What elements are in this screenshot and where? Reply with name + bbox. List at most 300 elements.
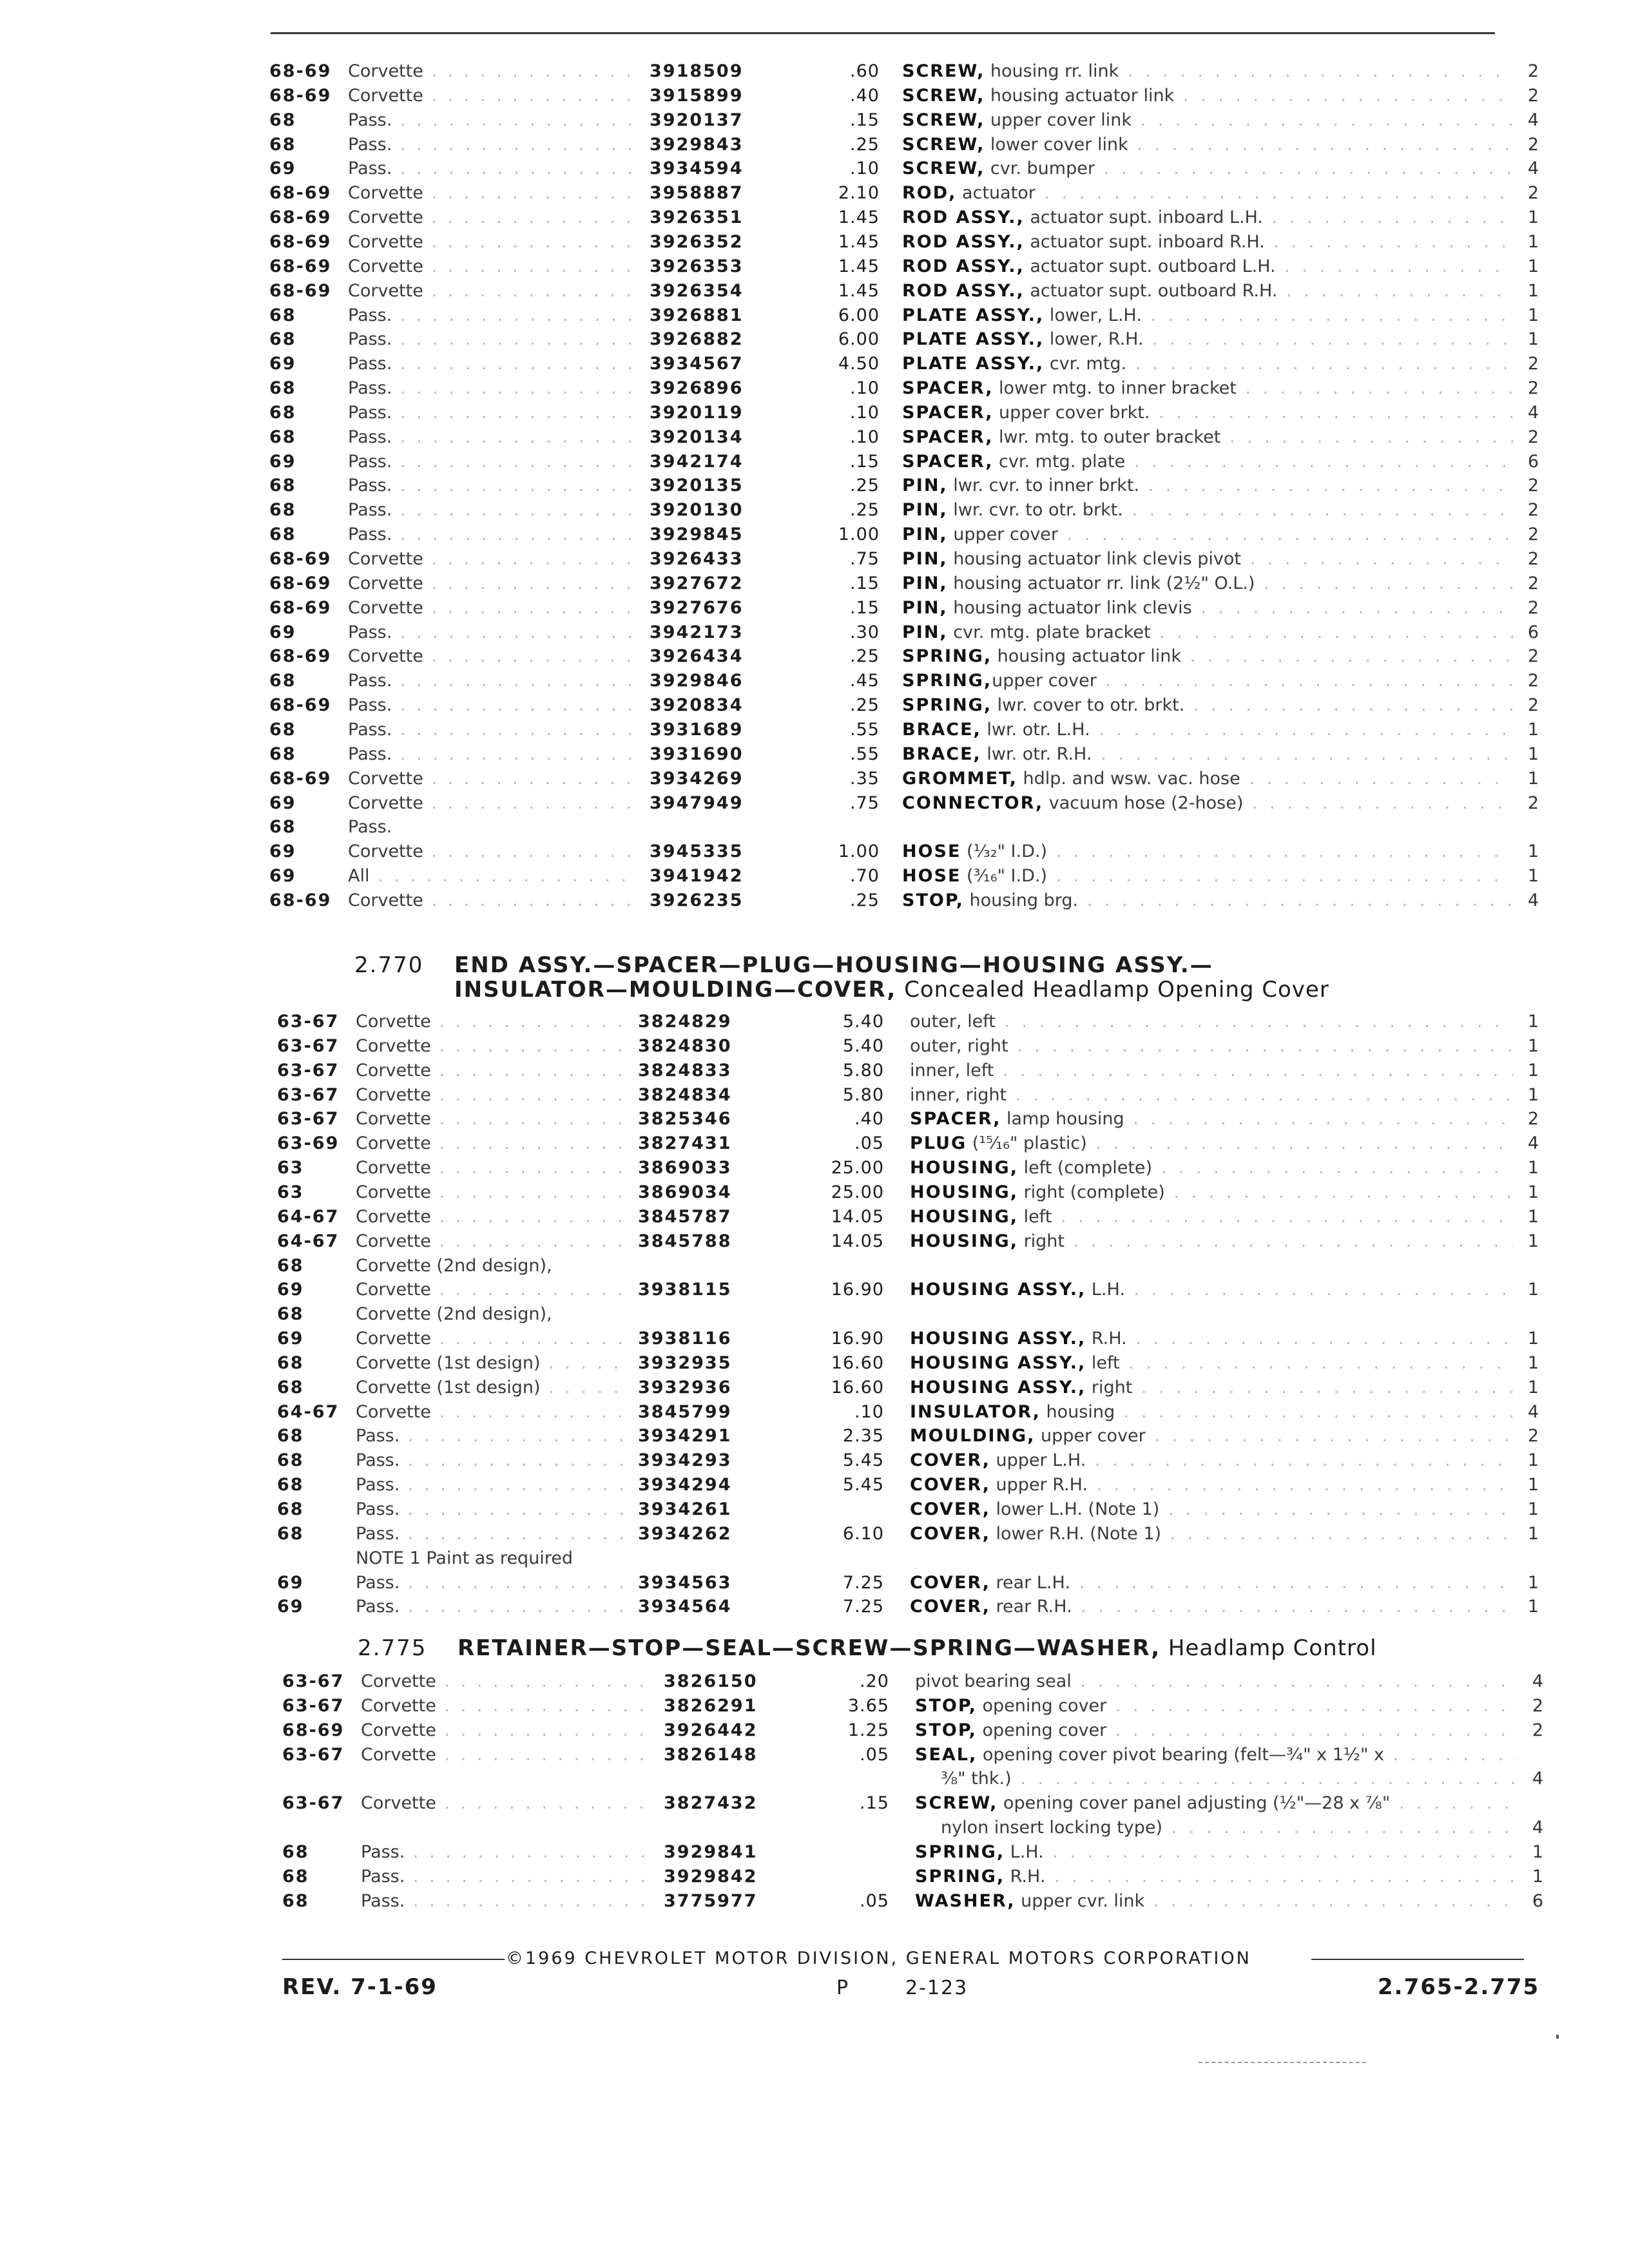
model-year: 63-67 xyxy=(277,1084,340,1105)
vehicle-model: Corvette . . . xyxy=(348,889,637,912)
part-detail: right xyxy=(1017,1231,1065,1251)
vehicle-model: Pass. . . . xyxy=(348,450,637,474)
part-description xyxy=(902,743,1513,766)
part-description xyxy=(902,280,1513,303)
part-name: PLATE ASSY., xyxy=(902,354,1045,374)
vehicle-model: Pass. . . . xyxy=(356,1571,625,1595)
part-name: SCREW, xyxy=(915,1793,998,1814)
quantity: 2 xyxy=(1527,646,1539,667)
quantity: 1 xyxy=(1527,1084,1539,1105)
list-price: 25.00 xyxy=(831,1182,884,1202)
part-detail: housing brg. xyxy=(963,890,1079,910)
part-row xyxy=(0,1767,1559,1791)
part-row xyxy=(0,694,1559,717)
list-price: .55 xyxy=(850,744,880,764)
part-name: HOUSING ASSY., xyxy=(910,1377,1086,1398)
part-row xyxy=(0,572,1559,595)
vehicle-model: Corvette . . . xyxy=(348,792,637,815)
part-detail: housing actuator link clevis xyxy=(947,597,1192,618)
model-year: 63-67 xyxy=(282,1744,345,1765)
model-year: 68 xyxy=(269,671,296,691)
part-row xyxy=(0,133,1559,157)
list-price: .15 xyxy=(850,573,880,593)
part-detail: hdlp. and wsw. vac. hose xyxy=(1017,768,1240,789)
model-year: 63-67 xyxy=(282,1695,345,1716)
list-price: 5.80 xyxy=(842,1060,884,1081)
copyright-line xyxy=(0,1946,1629,1972)
part-detail: left xyxy=(1017,1206,1052,1227)
part-description xyxy=(910,1474,1513,1497)
part-number: 3929845 xyxy=(650,524,744,545)
section-title-caps xyxy=(458,1635,1377,1661)
part-description xyxy=(902,377,1513,400)
part-row xyxy=(0,1498,1559,1521)
model-year: 69 xyxy=(269,354,296,374)
vehicle-model: Corvette . . . xyxy=(361,1670,651,1693)
list-price: 7.25 xyxy=(842,1597,884,1617)
group-range: 2.765-2.775 xyxy=(1378,1974,1540,2000)
model-year: 69 xyxy=(269,159,296,179)
part-name: PLATE ASSY., xyxy=(902,305,1045,325)
list-price: 16.60 xyxy=(831,1352,884,1373)
part-description xyxy=(902,60,1513,83)
quantity: 2 xyxy=(1527,597,1539,618)
part-name: HOUSING, xyxy=(910,1158,1018,1178)
list-price: 1.00 xyxy=(838,524,880,545)
part-description xyxy=(902,182,1513,205)
part-number: 3825346 xyxy=(638,1109,732,1129)
part-detail: upper L.H. xyxy=(990,1450,1086,1471)
part-name: HOUSING, xyxy=(910,1231,1018,1251)
part-number: 3926235 xyxy=(650,890,744,910)
quantity: 4 xyxy=(1532,1671,1543,1691)
part-row xyxy=(0,1035,1559,1058)
model-year: 68 xyxy=(269,500,296,521)
quantity: 2 xyxy=(1527,573,1539,593)
section-heading-2770-line2 xyxy=(454,977,1329,1003)
part-number: 3920135 xyxy=(650,476,744,496)
model-year: 68 xyxy=(277,1255,304,1276)
part-detail: upper cover xyxy=(1035,1426,1146,1446)
model-year: 68-69 xyxy=(269,768,332,789)
part-row xyxy=(0,1890,1559,1913)
vehicle-model: Corvette . . . xyxy=(348,255,637,278)
vehicle-model: Corvette . . . xyxy=(348,767,637,791)
part-number: 3920137 xyxy=(650,110,744,130)
quantity: 1 xyxy=(1527,768,1539,789)
quantity: 4 xyxy=(1532,1818,1543,1838)
model-year: 68 xyxy=(277,1523,304,1544)
list-price: .10 xyxy=(854,1401,884,1422)
part-description xyxy=(902,231,1513,254)
part-number: 3934294 xyxy=(638,1475,732,1495)
part-detail: opening cover xyxy=(976,1720,1107,1740)
part-description xyxy=(902,474,1513,497)
part-name: COVER, xyxy=(910,1450,990,1471)
quantity: 1 xyxy=(1527,719,1539,740)
model-year: 68-69 xyxy=(269,573,332,593)
list-price: .15 xyxy=(860,1793,889,1814)
part-description xyxy=(902,109,1513,132)
part-detail: opening cover panel adjusting (½"—28 x ⅞" xyxy=(998,1793,1391,1814)
list-price: 1.45 xyxy=(838,280,880,301)
part-name: HOUSING ASSY., xyxy=(910,1329,1086,1349)
part-row xyxy=(0,1719,1559,1742)
list-price: .40 xyxy=(854,1109,884,1129)
part-description xyxy=(902,304,1513,327)
model-year: 68-69 xyxy=(269,646,332,667)
part-row xyxy=(0,1132,1559,1155)
part-description xyxy=(902,548,1513,571)
part-detail: housing actuator link clevis pivot xyxy=(947,549,1241,569)
list-price: 5.45 xyxy=(842,1475,884,1495)
list-price: .25 xyxy=(850,500,880,521)
part-description xyxy=(910,1108,1513,1131)
list-price: .05 xyxy=(854,1133,884,1154)
part-detail: housing xyxy=(1040,1401,1115,1422)
part-name: SPACER, xyxy=(902,402,994,423)
vehicle-model: Pass. . . . xyxy=(356,1595,625,1619)
part-detail: outer, left xyxy=(910,1012,996,1032)
list-price: 5.40 xyxy=(842,1035,884,1056)
part-name: HOUSING, xyxy=(910,1182,1018,1202)
part-row xyxy=(0,1670,1559,1693)
part-detail: upper cover brkt. xyxy=(993,402,1150,423)
quantity: 1 xyxy=(1527,1182,1539,1202)
quantity: 1 xyxy=(1527,256,1539,276)
part-row xyxy=(0,889,1559,912)
part-detail: cvr. mtg. plate bracket xyxy=(947,622,1151,642)
model-year: 69 xyxy=(277,1597,304,1617)
part-name: PIN, xyxy=(902,476,948,496)
list-price: 5.40 xyxy=(842,1012,884,1032)
part-description xyxy=(915,1890,1518,1913)
part-detail: lower mtg. to inner bracket xyxy=(993,378,1237,399)
part-row xyxy=(0,1157,1559,1180)
top-rule xyxy=(271,32,1495,34)
vehicle-model: Corvette . . . xyxy=(348,231,637,254)
part-name: COVER, xyxy=(910,1499,990,1519)
part-detail: (¹⁵⁄₁₆" plastic) xyxy=(967,1133,1087,1154)
part-row xyxy=(0,328,1559,351)
quantity: 1 xyxy=(1527,1231,1539,1251)
part-description xyxy=(910,1132,1513,1155)
part-description xyxy=(910,1035,1513,1058)
part-description xyxy=(915,1695,1518,1718)
quantity: 1 xyxy=(1527,1280,1539,1300)
part-description xyxy=(902,352,1513,376)
model-year: 63-67 xyxy=(277,1035,340,1056)
part-detail: actuator xyxy=(956,183,1036,204)
part-name: SCREW, xyxy=(902,159,985,179)
vehicle-model: Pass. . . . xyxy=(348,426,637,449)
model-year: 69 xyxy=(277,1572,304,1593)
part-detail: cvr. mtg. plate xyxy=(993,451,1126,472)
vehicle-model: Pass. . . . xyxy=(348,669,637,693)
part-detail: ⅜" thk.) xyxy=(941,1769,1012,1789)
model-year: 68 xyxy=(282,1890,309,1911)
list-price: .55 xyxy=(850,719,880,740)
part-row xyxy=(0,1059,1559,1082)
vehicle-model: Corvette (2nd design), xyxy=(356,1255,552,1276)
part-name: SEAL, xyxy=(915,1744,978,1765)
part-name: COVER, xyxy=(910,1597,990,1617)
vehicle-model: Corvette . . . xyxy=(361,1695,651,1718)
part-row xyxy=(0,1254,1559,1278)
list-price: 14.05 xyxy=(831,1206,884,1227)
vehicle-model: Corvette . . . xyxy=(356,1059,625,1082)
quantity: 1 xyxy=(1527,231,1539,252)
quantity: 1 xyxy=(1527,841,1539,862)
part-description xyxy=(902,450,1513,474)
vehicle-model: Corvette . . . xyxy=(348,182,637,205)
model-year: 68 xyxy=(269,134,296,155)
part-number: 3932936 xyxy=(638,1377,732,1398)
part-row xyxy=(0,1523,1559,1546)
list-price: .30 xyxy=(850,622,880,642)
part-row xyxy=(0,597,1559,620)
part-row xyxy=(0,255,1559,278)
part-name: HOUSING ASSY., xyxy=(910,1280,1086,1300)
part-detail: lwr. mtg. to outer bracket xyxy=(993,427,1221,447)
model-year: 68 xyxy=(269,110,296,130)
vehicle-model: Pass. . . . xyxy=(348,304,637,327)
part-detail: inner, left xyxy=(910,1060,994,1081)
quantity: 2 xyxy=(1527,1426,1539,1446)
part-row xyxy=(0,1181,1559,1204)
part-row xyxy=(0,231,1559,254)
part-row xyxy=(0,1010,1559,1033)
vehicle-model: Pass. . . . xyxy=(348,718,637,742)
model-year: 68 xyxy=(277,1426,304,1446)
model-year: 68 xyxy=(269,817,296,838)
vehicle-model: Corvette . . . xyxy=(361,1744,651,1767)
copyright-rule-left xyxy=(282,1959,505,1960)
vehicle-model: Corvette . . . xyxy=(348,280,637,303)
part-number: 3926442 xyxy=(664,1720,758,1740)
part-number: 3915899 xyxy=(650,85,744,106)
section-number: 2.770 xyxy=(354,952,424,978)
vehicle-model: Corvette . . . xyxy=(361,1719,651,1742)
quantity: 4 xyxy=(1527,110,1539,130)
part-row xyxy=(0,1792,1559,1815)
vehicle-model: Pass. . . . xyxy=(356,1523,625,1546)
part-number: 3929841 xyxy=(664,1841,758,1862)
vehicle-model: Pass. . . . xyxy=(348,133,637,157)
model-year: 68 xyxy=(269,378,296,399)
quantity: 1 xyxy=(1527,280,1539,301)
section-title-line2-caps: INSULATOR—MOULDING—COVER, xyxy=(454,977,897,1003)
vehicle-model: Corvette . . . xyxy=(356,1035,625,1058)
model-year: 69 xyxy=(269,451,296,472)
part-row xyxy=(0,718,1559,742)
part-description xyxy=(910,1059,1513,1082)
part-row xyxy=(0,109,1559,132)
part-detail: lwr. cvr. to inner brkt. xyxy=(947,476,1140,496)
part-row xyxy=(0,548,1559,571)
list-price: .15 xyxy=(850,597,880,618)
part-description xyxy=(902,865,1513,888)
vehicle-model: Corvette . . . xyxy=(356,1401,625,1424)
part-row xyxy=(0,1303,1559,1326)
vehicle-model: Pass. . . . xyxy=(348,743,637,766)
model-year: 68 xyxy=(277,1304,304,1325)
quantity: 1 xyxy=(1527,1475,1539,1495)
quantity: 6 xyxy=(1532,1890,1543,1911)
quantity: 4 xyxy=(1527,159,1539,179)
part-detail: upper cover xyxy=(947,524,1059,545)
part-number: 3945335 xyxy=(650,841,744,862)
part-number: 3845799 xyxy=(638,1401,732,1422)
part-row xyxy=(0,792,1559,815)
part-name: SPACER, xyxy=(910,1109,1001,1129)
part-description xyxy=(941,1816,1518,1840)
vehicle-model: Pass. . . . xyxy=(361,1841,651,1864)
part-row xyxy=(0,1230,1559,1253)
part-row xyxy=(0,645,1559,668)
part-row xyxy=(0,743,1559,766)
part-detail: inner, right xyxy=(910,1084,1007,1105)
part-number: 3824833 xyxy=(638,1060,732,1081)
quantity: 1 xyxy=(1527,305,1539,325)
list-price: 1.45 xyxy=(838,207,880,228)
vehicle-model: Pass. xyxy=(348,817,392,838)
part-number: 3927672 xyxy=(650,573,744,593)
part-description xyxy=(910,1352,1513,1375)
part-description xyxy=(902,401,1513,425)
part-row xyxy=(0,426,1559,449)
part-name: PIN, xyxy=(902,524,948,545)
part-number: 3926433 xyxy=(650,549,744,569)
model-year: 64-67 xyxy=(277,1231,340,1251)
part-row xyxy=(0,352,1559,376)
vehicle-model: Corvette . . . xyxy=(361,1792,651,1815)
vehicle-model: Corvette . . . xyxy=(356,1278,625,1302)
model-year: 68-69 xyxy=(269,280,332,301)
part-row xyxy=(0,1695,1559,1718)
quantity: 1 xyxy=(1527,1597,1539,1617)
quantity: 1 xyxy=(1527,1352,1539,1373)
list-price: .05 xyxy=(860,1744,889,1765)
part-row xyxy=(0,523,1559,546)
part-number: 3929843 xyxy=(650,134,744,155)
part-name: SPACER, xyxy=(902,451,994,472)
quantity: 1 xyxy=(1527,866,1539,887)
list-price: 4.50 xyxy=(838,354,880,374)
part-detail: lwr. cvr. to otr. brkt. xyxy=(947,500,1123,521)
part-row xyxy=(0,450,1559,474)
part-number: 3926882 xyxy=(650,329,744,350)
vehicle-model: Corvette (1st design) . . . xyxy=(356,1376,625,1399)
list-price: 2.35 xyxy=(842,1426,884,1446)
model-year: 64-67 xyxy=(277,1206,340,1227)
part-description xyxy=(910,1498,1513,1521)
model-year: 68 xyxy=(277,1377,304,1398)
model-year: 63-67 xyxy=(277,1012,340,1032)
part-detail: actuator supt. outboard R.H. xyxy=(1024,280,1278,301)
quantity: 2 xyxy=(1527,500,1539,521)
part-name: PIN, xyxy=(902,573,948,593)
part-detail: housing actuator link xyxy=(992,646,1181,667)
part-name: HOSE xyxy=(902,841,961,862)
model-year: 69 xyxy=(269,622,296,642)
part-detail: housing actuator rr. link (2½" O.L.) xyxy=(947,573,1255,593)
part-number: 3869033 xyxy=(638,1158,732,1178)
quantity: 2 xyxy=(1527,476,1539,496)
model-year: 64-67 xyxy=(277,1401,340,1422)
part-row xyxy=(0,84,1559,108)
part-row xyxy=(0,865,1559,888)
part-detail: right (complete) xyxy=(1017,1182,1165,1202)
part-row xyxy=(0,1278,1559,1302)
vehicle-model: Corvette (1st design) . . . xyxy=(356,1352,625,1375)
part-row xyxy=(0,1474,1559,1497)
part-description xyxy=(941,1767,1518,1791)
part-detail: lower, L.H. xyxy=(1044,305,1142,325)
part-detail: (³⁄₁₆" I.D.) xyxy=(961,866,1048,887)
part-name: PIN, xyxy=(902,549,948,569)
part-detail: R.H. xyxy=(1005,1866,1046,1887)
model-year: 63-69 xyxy=(277,1133,340,1154)
page-letter: P xyxy=(836,1977,850,1999)
quantity: 6 xyxy=(1527,622,1539,642)
vehicle-model: Pass. . . . xyxy=(348,401,637,425)
part-detail: lwr. otr. R.H. xyxy=(981,744,1092,764)
part-detail: cvr. bumper xyxy=(985,159,1095,179)
part-name: HOUSING ASSY., xyxy=(910,1352,1086,1373)
part-name: ROD, xyxy=(902,183,957,204)
model-year: 63-67 xyxy=(277,1060,340,1081)
part-row xyxy=(0,1595,1559,1619)
vehicle-model: Corvette . . . xyxy=(348,60,637,83)
model-year: 68 xyxy=(277,1352,304,1373)
list-price: .15 xyxy=(850,451,880,472)
part-description xyxy=(915,1670,1518,1693)
part-description xyxy=(910,1523,1513,1546)
part-name: PIN, xyxy=(902,622,948,642)
part-name: PIN, xyxy=(902,500,948,521)
list-price: .10 xyxy=(850,378,880,399)
part-detail: outer, right xyxy=(910,1035,1008,1056)
part-name: BRACE, xyxy=(902,719,981,740)
quantity: 1 xyxy=(1527,1450,1539,1471)
part-name: SCREW, xyxy=(902,61,985,81)
revision-date: REV. 7-1-69 xyxy=(282,1974,438,2000)
part-name: HOSE xyxy=(902,866,961,887)
part-description xyxy=(910,1595,1513,1619)
part-number: 3927676 xyxy=(650,597,744,618)
part-number: 3920119 xyxy=(650,402,744,423)
part-number: 3929846 xyxy=(650,671,744,691)
part-number: 3826150 xyxy=(664,1671,758,1691)
model-year: 68 xyxy=(269,427,296,447)
quantity: 1 xyxy=(1527,1329,1539,1349)
part-number: 3931689 xyxy=(650,719,744,740)
part-number: 3918509 xyxy=(650,61,744,81)
vehicle-model: Pass. . . . xyxy=(356,1498,625,1521)
part-description xyxy=(902,499,1513,522)
part-name: ROD ASSY., xyxy=(902,256,1025,276)
part-number: 3826148 xyxy=(664,1744,758,1765)
vehicle-model: Corvette . . . xyxy=(356,1327,625,1350)
list-price: 2.10 xyxy=(838,183,880,204)
model-year: 69 xyxy=(277,1329,304,1349)
quantity: 2 xyxy=(1527,793,1539,813)
part-number: 3824834 xyxy=(638,1084,732,1105)
part-name: ROD ASSY., xyxy=(902,231,1025,252)
part-description xyxy=(915,1719,1518,1742)
list-price: .20 xyxy=(860,1671,889,1691)
